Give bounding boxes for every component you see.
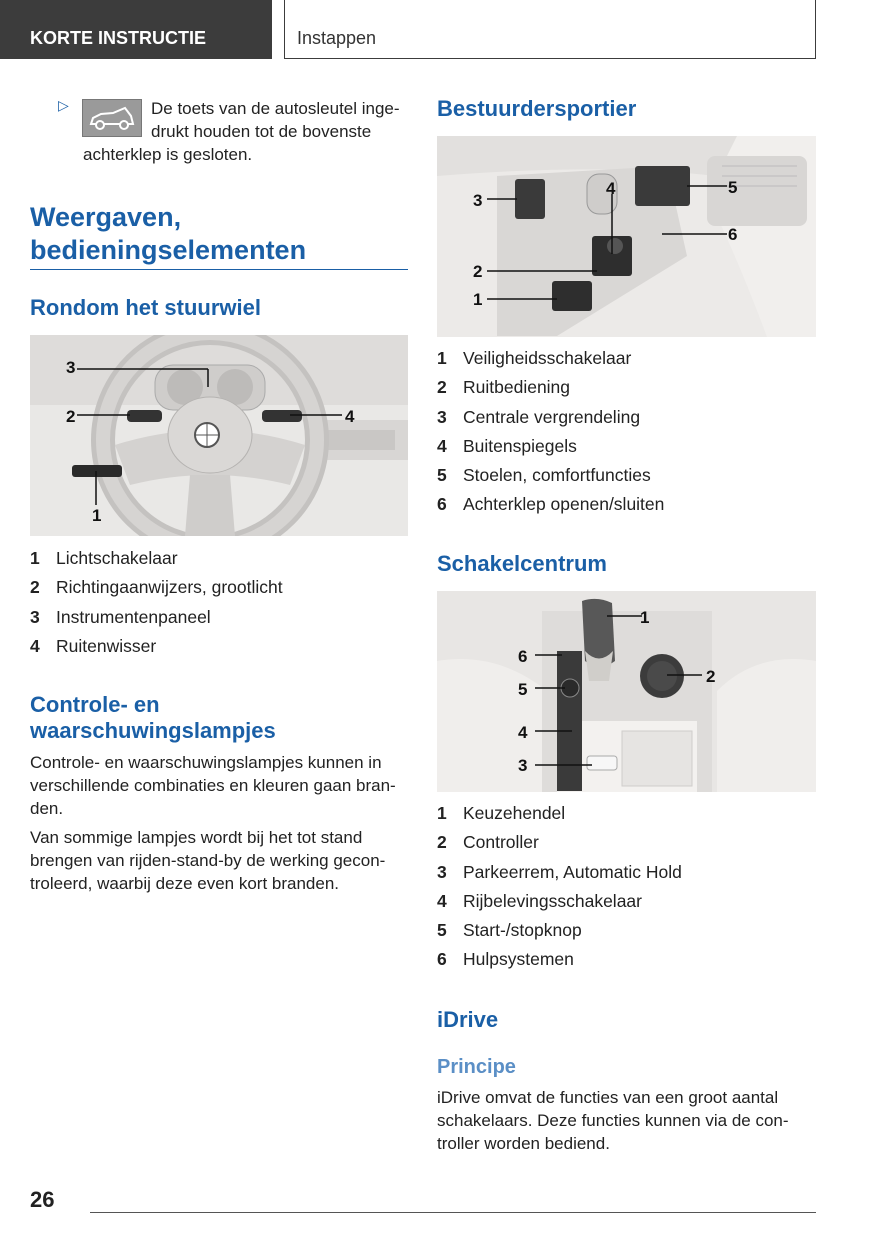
idrive-heading: iDrive (437, 1007, 499, 1032)
lamps-heading: Controle- en waarschuwingslampjes (30, 692, 276, 743)
console-callout-1: 1 (640, 608, 650, 627)
bullet-text: De toets van de autosleutel inge- drukt houden tot de bovenste (151, 99, 400, 141)
list-item: 3 Centrale vergrendeling (437, 406, 641, 427)
car-trunk-icon (82, 99, 142, 137)
steering-callout-1: 1 (92, 506, 102, 525)
bullet-marker: ▷ (58, 97, 69, 113)
steering-callout-3: 3 (66, 358, 76, 377)
door-callout-3: 3 (473, 191, 483, 210)
list-item: 6 Hulpsystemen (437, 949, 574, 970)
console-callout-6: 6 (518, 647, 528, 666)
steering-heading: Rondom het stuurwiel (30, 295, 261, 320)
list-item: 2 Ruitbediening (437, 377, 571, 398)
steering-callout-4: 4 (345, 407, 355, 426)
door-callout-2: 2 (473, 262, 483, 281)
list-item: 4 Rijbelevingsschakelaar (437, 890, 642, 911)
console-callout-5: 5 (518, 680, 528, 699)
console-heading: Schakelcentrum (437, 551, 607, 576)
principle-paragraph: iDrive omvat de functies van een groot aantal schakelaars. Deze functies kunnen via de con- troller worden bediend. (437, 1088, 789, 1153)
console-callout-3: 3 (518, 756, 528, 775)
list-item: 2 Controller (437, 832, 539, 853)
list-item: 4 Ruitenwisser (30, 635, 157, 656)
heading-rule (30, 269, 408, 270)
door-callout-1: 1 (473, 290, 483, 309)
steering-list (30, 544, 408, 661)
bullet-text-cont: achterklep is gesloten. (83, 145, 253, 164)
footer-rule (90, 1212, 816, 1213)
principle-heading: Principe (437, 1056, 516, 1078)
list-item: 5 Start-/stopknop (437, 920, 582, 941)
console-callout-4: 4 (518, 723, 528, 742)
door-heading: Bestuurdersportier (437, 96, 637, 121)
lamps-paragraph-1: Controle- en waarschuwingslampjes kunnen in verschillende combinaties en kleuren gaan bran- den. (30, 753, 396, 818)
center-console-image (437, 591, 816, 792)
steering-wheel-image (30, 335, 408, 536)
list-item: 1 Keuzehendel (437, 803, 566, 823)
list-item: 4 Buitenspiegels (437, 435, 577, 456)
list-item: 5 Stoelen, comfortfuncties (437, 465, 651, 486)
lamps-paragraph-2: Van sommige lampjes wordt bij het tot stand brengen van rijden-stand-by de werking gecon- troleerd, waarbij deze even kort branden. (30, 828, 386, 893)
door-list (437, 344, 816, 520)
steering-callout-2: 2 (66, 407, 76, 426)
console-list (437, 799, 816, 975)
main-heading: Weergaven, bedieningselementen (30, 202, 307, 265)
list-item: 3 Parkeerrem, Automatic Hold (437, 861, 682, 882)
list-item: 6 Achterklep openen/sluiten (437, 494, 665, 515)
list-item: 1 Lichtschakelaar (30, 548, 178, 568)
list-item: 2 Richtingaanwijzers, grootlicht (30, 577, 283, 598)
door-callout-5: 5 (728, 178, 738, 197)
door-callout-6: 6 (728, 225, 738, 244)
console-callout-2: 2 (706, 667, 716, 686)
chapter-tab: Instappen (284, 0, 816, 59)
page-number: 26 (30, 1187, 55, 1212)
driver-door-image (437, 136, 816, 337)
list-item: 1 Veiligheidsschakelaar (437, 348, 632, 368)
section-tab: KORTE INSTRUCTIE (0, 0, 272, 59)
door-callout-4: 4 (606, 179, 616, 198)
list-item: 3 Instrumentenpaneel (30, 606, 211, 627)
